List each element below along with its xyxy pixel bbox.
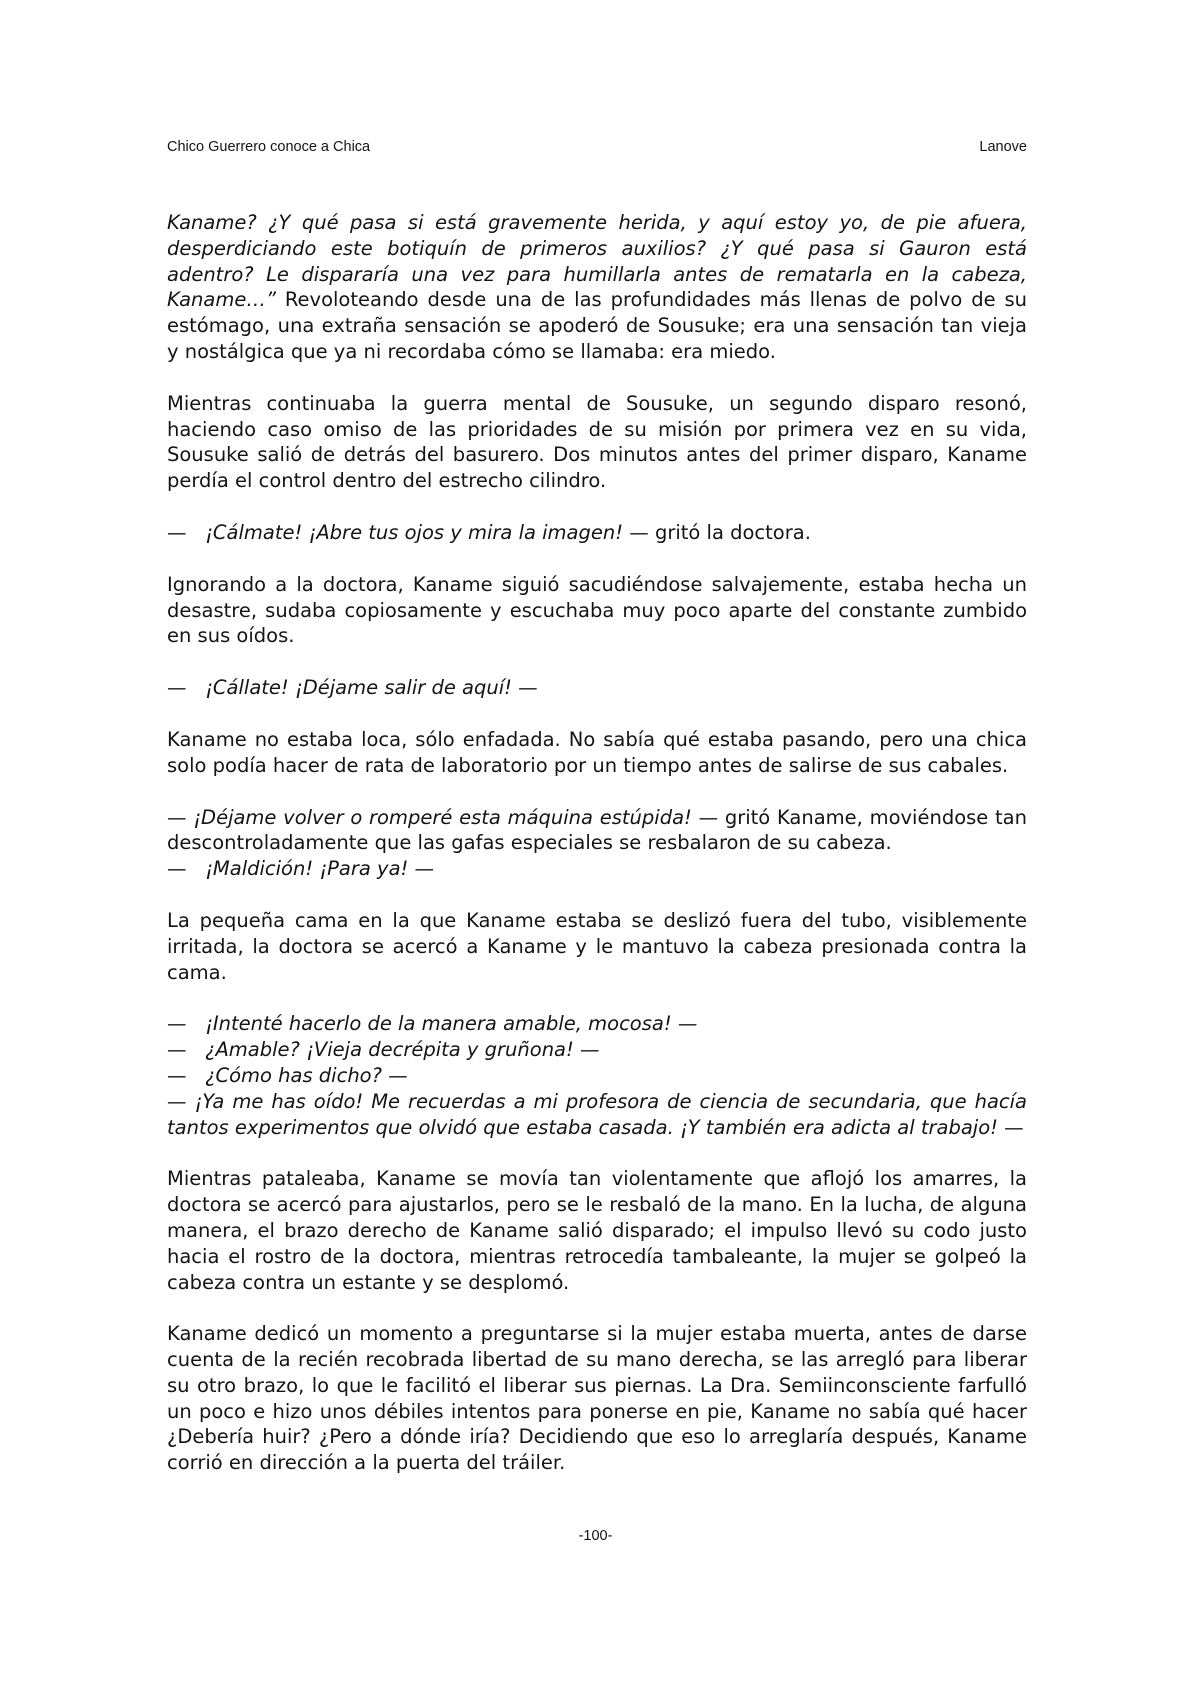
dialogue-line-7-speech: ¿Cómo has dicho? — <box>205 1063 408 1087</box>
dialogue-line-6 <box>167 1037 1027 1063</box>
dialogue-line-8 <box>167 1089 1027 1141</box>
dialogue-line-6-speech: ¿Amable? ¡Vieja decrépita y gruñona! — <box>205 1038 600 1062</box>
paragraph-4: Kaname no estaba loca, sólo enfadada. No sabía qué estaba pasando, pero una chica solo podía hacer de rata de laboratorio por un tiempo antes de salirse de sus cabales. <box>167 727 1027 777</box>
dialogue-line-5 <box>167 1011 1027 1037</box>
dialogue-line-8-speech: — ¡Ya me has oído! Me recuerdas a mi profesora de ciencia de secundaria, que hacía tantos experimentos que olvidó que estaba casada. ¡Y también era adicta al trabajo! — <box>167 1089 1027 1139</box>
dialogue-dash: — <box>167 1012 187 1036</box>
paragraph-5: La pequeña cama en la que Kaname estaba se deslizó fuera del tubo, visiblemente irritada, la doctora se acercó a Kaname y le mantuvo la cabeza presionada contra la cama. <box>167 908 1027 984</box>
dialogue-dash: — <box>167 1063 187 1087</box>
header-book-title: Chico Guerrero conoce a Chica <box>167 139 371 155</box>
paragraph-1 <box>167 210 1027 365</box>
dialogue-line-7 <box>167 1063 1027 1089</box>
dialogue-line-2 <box>167 675 1027 701</box>
dialogue-dash: — <box>167 857 187 881</box>
paragraph-1-italic: Kaname? ¿Y qué pasa si está gravemente herida, y aquí estoy yo, de pie afuera, desperdiciando este botiquín de primeros auxilios? ¿Y qué pasa si Gauron está adentro? Le dispararía una vez para humillarla antes de rematarla en la cabeza, Kaname…” <box>167 211 1027 312</box>
dialogue-line-2-speech: ¡Cállate! ¡Déjame salir de aquí! — <box>205 676 538 700</box>
header-author: Lanove <box>979 139 1027 155</box>
dialogue-line-1 <box>167 520 1027 546</box>
dialogue-dash: — <box>167 520 187 544</box>
dialogue-line-3-speech: — ¡Déjame volver o romperé esta máquina estúpida! — <box>167 805 719 829</box>
dialogue-line-1-speech: ¡Cálmate! ¡Abre tus ojos y mira la imagen! — <box>205 520 649 544</box>
dialogue-line-3 <box>167 805 1027 857</box>
dialogue-line-4 <box>167 856 1027 882</box>
paragraph-3: Ignorando a la doctora, Kaname siguió sacudiéndose salvajemente, estaba hecha un desastre, sudaba copiosamente y escuchaba muy poco aparte del constante zumbido en sus oídos. <box>167 572 1027 648</box>
dialogue-dash: — <box>167 676 187 700</box>
page-body <box>167 210 1027 1502</box>
paragraph-1-text: Revoloteando desde una de las profundidades más llenas de polvo de su estómago, una extraña sensación se apoderó de Sousuke; era una sensación tan vieja y nostálgica que ya ni recordaba cómo se llamaba: era miedo. <box>167 288 1027 363</box>
dialogue-line-1-tag: gritó la doctora. <box>654 520 811 544</box>
page-number: -100- <box>578 1528 613 1544</box>
dialogue-line-3-tag: gritó Kaname, moviéndose tan descontroladamente que las gafas especiales se resbalaron de su cabeza. <box>167 805 1027 855</box>
paragraph-6: Mientras pataleaba, Kaname se movía tan violentamente que aflojó los amarres, la doctora se acercó para ajustarlos, pero se le resbaló de la mano. En la lucha, de alguna manera, el brazo derecho de Kaname salió disparado; el impulso llevó su codo justo hacia el rostro de la doctora, mientras retrocedía tambaleante, la mujer se golpeó la cabeza contra un estante y se desplomó. <box>167 1167 1027 1294</box>
paragraph-2: Mientras continuaba la guerra mental de Sousuke, un segundo disparo resonó, haciendo caso omiso de las prioridades de su misión por primera vez en su vida, Sousuke salió de detrás del basurero. Dos minutos antes del primer disparo, Kaname perdía el control dentro del estrecho cilindro. <box>167 391 1027 493</box>
dialogue-dash: — <box>167 1038 187 1062</box>
dialogue-line-4-speech: ¡Maldición! ¡Para ya! — <box>205 857 435 881</box>
dialogue-line-5-speech: ¡Intenté hacerlo de la manera amable, mocosa! — <box>205 1012 698 1036</box>
paragraph-7: Kaname dedicó un momento a preguntarse si la mujer estaba muerta, antes de darse cuenta de la recién recobrada libertad de su mano derecha, se las arregló para liberar su otro brazo, lo que le facilitó el liberar sus piernas. La Dra. Semiinconsciente farfulló un poco e hizo unos débiles intentos para ponerse en pie, Kaname no sabía qué hacer ¿Debería huir? ¿Pero a dónde iría? Decidiendo que eso lo arreglaría después, Kaname corrió en dirección a la puerta del tráiler. <box>167 1322 1027 1475</box>
